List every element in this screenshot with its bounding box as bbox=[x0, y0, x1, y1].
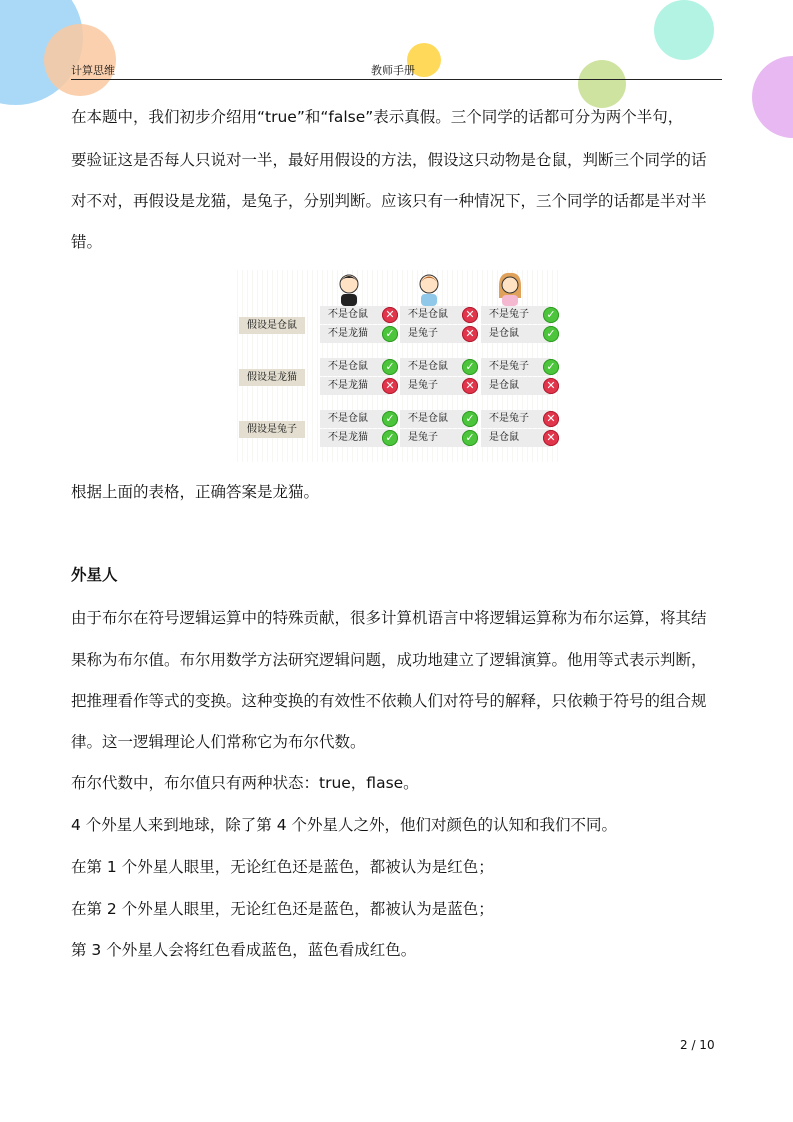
cross-icon: ✕ bbox=[462, 307, 478, 323]
statement-cell bbox=[481, 377, 556, 395]
header-course-title: 计算思维 bbox=[71, 64, 115, 77]
hypothesis-label: 假设是兔子 bbox=[239, 421, 305, 438]
statement-cell bbox=[481, 306, 556, 324]
check-icon: ✓ bbox=[462, 430, 478, 446]
statement-cell bbox=[400, 429, 475, 447]
statement-text: 是仓鼠 bbox=[489, 328, 519, 339]
check-icon: ✓ bbox=[543, 326, 559, 342]
check-icon: ✓ bbox=[382, 359, 398, 375]
statement-text: 不是龙猫 bbox=[328, 328, 368, 339]
statement-text: 不是龙猫 bbox=[328, 380, 368, 391]
check-icon: ✓ bbox=[543, 359, 559, 375]
statement-cell bbox=[481, 410, 556, 428]
check-icon: ✓ bbox=[382, 430, 398, 446]
hypothesis-table-figure bbox=[233, 270, 558, 462]
statement-cell bbox=[320, 306, 395, 324]
paragraph-line: 要验证这是否每人只说对一半，最好用假设的方法，假设这只动物是仓鼠，判断三个同学的话 bbox=[71, 151, 707, 169]
statement-text: 是兔子 bbox=[408, 380, 438, 391]
statement-text: 不是仓鼠 bbox=[408, 361, 448, 372]
paragraph-line: 律。这一逻辑理论人们常称它为布尔代数。 bbox=[71, 733, 366, 751]
paragraph-line: 对不对，再假设是龙猫，是兔子，分别判断。应该只有一种情况下，三个同学的话都是半对半 bbox=[71, 192, 707, 210]
header-manual-title: 教师手册 bbox=[371, 64, 415, 77]
statement-text: 不是仓鼠 bbox=[408, 309, 448, 320]
paragraph-line: 在第 2 个外星人眼里，无论红色还是蓝色，都被认为是蓝色； bbox=[71, 900, 494, 918]
cross-icon: ✕ bbox=[382, 307, 398, 323]
section-heading: 外星人 bbox=[71, 566, 118, 584]
statement-text: 不是仓鼠 bbox=[328, 309, 368, 320]
statement-text: 是仓鼠 bbox=[489, 380, 519, 391]
paragraph-line: 4 个外星人来到地球，除了第 4 个外星人之外，他们对颜色的认知和我们不同。 bbox=[71, 816, 618, 834]
hypothesis-label: 假设是仓鼠 bbox=[239, 317, 305, 334]
statement-text: 不是龙猫 bbox=[328, 432, 368, 443]
statement-cell bbox=[320, 325, 395, 343]
check-icon: ✓ bbox=[382, 326, 398, 342]
paragraph-line: 错。 bbox=[71, 233, 103, 251]
statement-text: 不是仓鼠 bbox=[328, 413, 368, 424]
paragraph-line: 把推理看作等式的变换。这种变换的有效性不依赖人们对符号的解释，只依赖于符号的组合规 bbox=[71, 692, 707, 710]
answer-line: 根据上面的表格，正确答案是龙猫。 bbox=[71, 483, 320, 501]
statement-text: 不是兔子 bbox=[489, 309, 529, 320]
girl-avatar bbox=[495, 272, 525, 306]
cross-icon: ✕ bbox=[382, 378, 398, 394]
hypothesis-label: 假设是龙猫 bbox=[239, 369, 305, 386]
statement-cell bbox=[400, 306, 475, 324]
check-icon: ✓ bbox=[382, 411, 398, 427]
page-number: 2 / 10 bbox=[680, 1038, 715, 1052]
statement-text: 不是仓鼠 bbox=[328, 361, 368, 372]
decor-circle-purple bbox=[752, 56, 793, 138]
statement-cell bbox=[320, 410, 395, 428]
check-icon: ✓ bbox=[543, 307, 559, 323]
paragraph-line: 布尔代数中，布尔值只有两种状态：true，flase。 bbox=[71, 774, 419, 792]
statement-text: 是兔子 bbox=[408, 432, 438, 443]
statement-cell bbox=[320, 358, 395, 376]
statement-cell bbox=[481, 358, 556, 376]
statement-cell bbox=[481, 429, 556, 447]
boy-light-avatar bbox=[414, 272, 444, 306]
decor-circle-mint bbox=[654, 0, 714, 60]
cross-icon: ✕ bbox=[462, 378, 478, 394]
statement-text: 是兔子 bbox=[408, 328, 438, 339]
boy-dark-avatar bbox=[334, 272, 364, 306]
statement-cell bbox=[320, 429, 395, 447]
cross-icon: ✕ bbox=[543, 430, 559, 446]
statement-cell bbox=[400, 410, 475, 428]
cross-icon: ✕ bbox=[543, 378, 559, 394]
statement-text: 不是仓鼠 bbox=[408, 413, 448, 424]
statement-cell bbox=[400, 377, 475, 395]
paragraph-line: 由于布尔在符号逻辑运算中的特殊贡献，很多计算机语言中将逻辑运算称为布尔运算，将其结 bbox=[71, 609, 707, 627]
paragraph-line: 在本题中，我们初步介绍用“true”和“false”表示真假。三个同学的话都可分为两个半句， bbox=[71, 108, 684, 126]
paragraph-line: 在第 1 个外星人眼里，无论红色还是蓝色，都被认为是红色； bbox=[71, 858, 494, 876]
check-icon: ✓ bbox=[462, 411, 478, 427]
statement-text: 不是兔子 bbox=[489, 361, 529, 372]
statement-text: 不是兔子 bbox=[489, 413, 529, 424]
statement-cell bbox=[400, 358, 475, 376]
statement-text: 是仓鼠 bbox=[489, 432, 519, 443]
paragraph-line: 第 3 个外星人会将红色看成蓝色，蓝色看成红色。 bbox=[71, 941, 417, 959]
paragraph-line: 果称为布尔值。布尔用数学方法研究逻辑问题，成功地建立了逻辑演算。他用等式表示判断， bbox=[71, 651, 707, 669]
check-icon: ✓ bbox=[462, 359, 478, 375]
cross-icon: ✕ bbox=[462, 326, 478, 342]
statement-cell bbox=[481, 325, 556, 343]
statement-cell bbox=[320, 377, 395, 395]
cross-icon: ✕ bbox=[543, 411, 559, 427]
page-header bbox=[71, 60, 722, 80]
statement-cell bbox=[400, 325, 475, 343]
